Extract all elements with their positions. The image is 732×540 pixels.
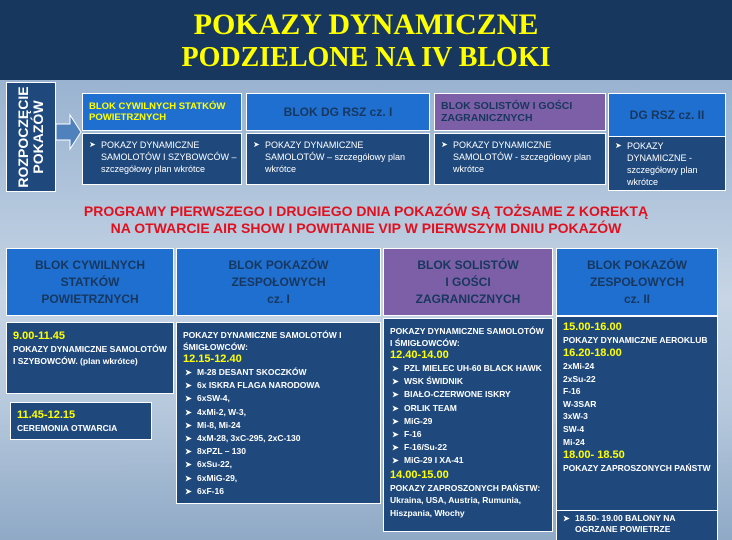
notice-line2: NA OTWARCIE AIR SHOW I POWITANIE VIP W PIERWSZYM DNIU POKAZÓW (110, 220, 622, 236)
list-item: ➤ 4xM-28, 3xC-295, 2xC-130 (183, 432, 374, 445)
col4-items (563, 360, 711, 448)
title-line1: POKAZY DYNAMICZNE (193, 8, 539, 41)
block-dg2-header: DG RSZ cz. II (608, 93, 726, 137)
list-item: ➤ ORLIK TEAM (390, 402, 546, 415)
block-dg1-desc: ➤ POKAZY DYNAMICZNE SAMOLOTÓW – szczegółowy plan wkrótce (246, 133, 430, 185)
list-item: ➤ BIAŁO-CZERWONE ISKRY (390, 388, 546, 401)
list-item: ➤ 6xMiG-29, (183, 472, 374, 485)
list-item: ➤ M-28 DESANT SKOCZKÓW (183, 366, 374, 379)
col3-time2: 14.00-15.00 (390, 468, 449, 481)
col4-time: 15.00-16.00 (563, 321, 622, 333)
list-item: W-3SAR (563, 398, 597, 409)
col3-desc3: Ukraina, USA, Austria, Rumunia, Hiszpania, Włochy (390, 494, 521, 518)
col1-time2: 11.45-12.15 (17, 409, 76, 421)
col1-header: BLOK CYWILNYCH STATKÓW POWIETRZNYCH (6, 248, 174, 316)
col3-intro: POKAZY DYNAMICZNE SAMOLOTÓW I ŚMIGŁOWCÓW: (390, 326, 544, 348)
start-label (6, 82, 56, 192)
list-item: ➤ 6xSu-22, (183, 458, 374, 471)
list-item: 2xSu-22 (563, 373, 596, 384)
block-dg1-header: BLOK DG RSZ cz. I (246, 93, 430, 131)
col4-note: ➤ 18.50- 19.00 BALONY NA OGRZANE POWIETRZE (563, 513, 676, 534)
block-soloists-header: BLOK SOLISTÓW I GOŚCI ZAGRANICZNYCH (434, 93, 606, 131)
col4-desc3: POKAZY ZAPROSZONYCH PAŃSTW (563, 463, 711, 474)
arrow-bullet-icon: ➤ (563, 514, 570, 523)
block-civil-header: BLOK CYWILNYCH STATKÓW POWIETRZNYCH (82, 93, 242, 131)
col2-time: 12.15-12.40 (183, 353, 242, 365)
start-label-line1: ROZPOCZĘCIE (15, 86, 31, 188)
block-soloists-desc: ➤ POKAZY DYNAMICZNE SAMOLOTÓW - szczegółowy plan wkrótce (434, 133, 606, 185)
list-item: ➤ 4xMi-2, W-3, (183, 406, 374, 419)
block-dg2-desc: ➤ POKAZY DYNAMICZNE - szczegółowy plan wkrótce (608, 136, 726, 191)
col3-header: BLOK SOLISTÓW I GOŚCI ZAGRANICZNYCH (383, 248, 553, 316)
col2-header: BLOK POKAZÓW ZESPOŁOWYCH cz. I (176, 248, 381, 316)
list-item: ➤ F-16 (390, 428, 546, 441)
list-item: Mi-24 (563, 436, 585, 447)
start-label-line2: POKAZÓW (30, 100, 46, 174)
list-item: ➤ 6x ISKRA FLAGA NARODOWA (183, 379, 374, 392)
list-item: ➤ 6xSW-4, (183, 392, 374, 405)
list-item: ➤ MiG-29 I XA-41 (390, 454, 546, 467)
list-item: 2xMi-24 (563, 361, 595, 371)
col3-desc2: POKAZY ZAPROSZONYCH PAŃSTW: (390, 482, 541, 493)
col1-desc: POKAZY DYNAMICZNE SAMOLOTÓW I SZYBOWCÓW. (plan wkrótce) (13, 344, 167, 366)
col1-time: 9.00-11.45 (13, 330, 65, 342)
col4-time3: 18.00- 18.50 (563, 449, 625, 462)
col4-box (556, 316, 718, 512)
block-civil-desc: ➤ POKAZY DYNAMICZNE SAMOLOTÓW I SZYBOWCÓW – szczegółowy plan wkrótce (82, 133, 242, 185)
list-item: SW-4 (563, 423, 585, 434)
title-banner (0, 0, 732, 80)
list-item: ➤ MiG-29 (390, 415, 546, 428)
col2-box (176, 322, 381, 504)
arrow-right-icon (56, 112, 82, 152)
list-item: ➤ WSK ŚWIDNIK (390, 375, 546, 388)
col4-desc: POKAZY DYNAMICZNE AEROKLUB (563, 335, 708, 345)
notice-line1: PROGRAMY PIERWSZEGO I DRUGIEGO DNIA POKAZÓW SĄ TOŻSAME Z KOREKTĄ (83, 203, 649, 219)
col1-desc2: CEREMONIA OTWARCIA (17, 423, 118, 433)
list-item: F-16 (563, 386, 581, 397)
list-item: 3xW-3 (563, 411, 588, 422)
list-item: ➤ Mi-8, Mi-24 (183, 419, 374, 432)
list-item: ➤ F-16/Su-22 (390, 441, 546, 454)
col4-header: BLOK POKAZÓW ZESPOŁOWYCH cz. II (556, 248, 718, 316)
col2-intro: POKAZY DYNAMICZNE SAMOLOTÓW I ŚMIGŁOWCÓW: (183, 330, 342, 352)
col4-note-box (556, 510, 718, 540)
col4-time2: 16.20-18.00 (563, 347, 622, 359)
title-line2: PODZIELONE NA IV BLOKI (181, 42, 551, 73)
col1-box (6, 322, 174, 394)
col3-list (390, 362, 546, 468)
list-item: ➤ 8xPZL – 130 (183, 445, 374, 458)
col1-box2 (10, 402, 152, 440)
col3-box (383, 318, 553, 532)
col3-time: 12.40-14.00 (390, 349, 449, 361)
list-item: ➤ PZL MIELEC UH-60 BLACK HAWK (390, 362, 546, 375)
col2-list (183, 366, 374, 498)
list-item: ➤ 6xF-16 (183, 485, 374, 498)
